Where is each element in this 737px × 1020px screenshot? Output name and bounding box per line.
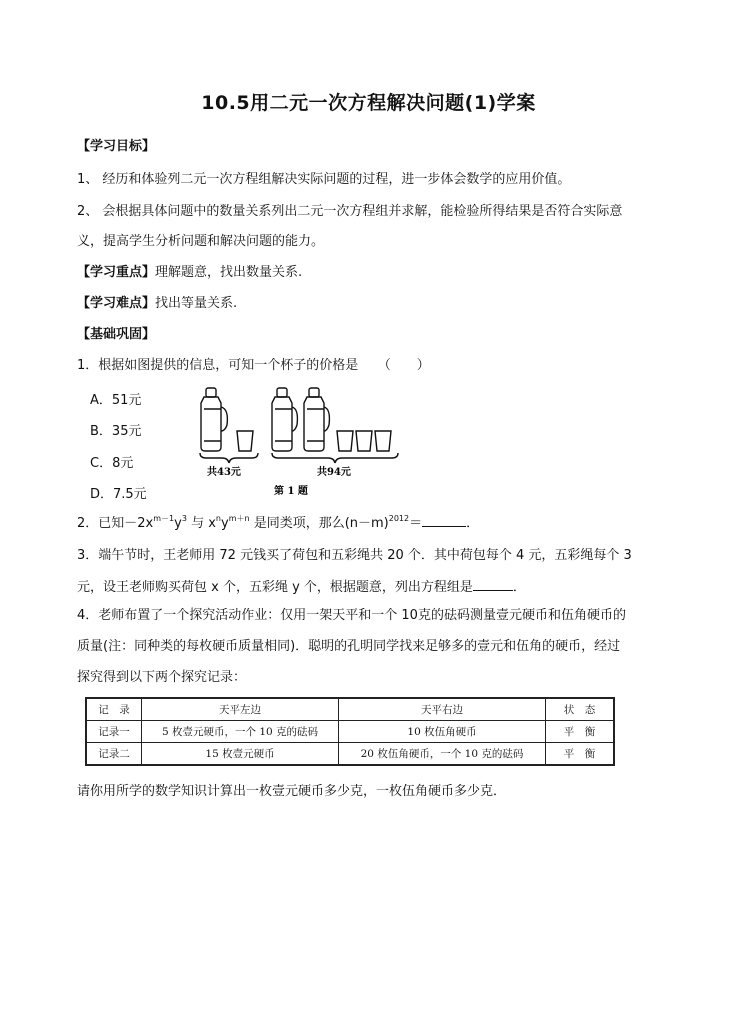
objectives-heading: 【学习目标】 <box>77 139 156 154</box>
table-cell: 5 枚壹元硬币，一个 10 克的砝码 <box>142 721 339 743</box>
table-cell: 10 枚伍角硬币 <box>339 721 546 743</box>
q1-figure <box>196 385 408 500</box>
question-1-text: 1．根据如图提供的信息，可知一个杯子的价格是 （ ） <box>77 358 430 373</box>
table-cell: 平 衡 <box>546 743 615 766</box>
cup-icon <box>337 431 353 451</box>
thermos-icon <box>304 388 329 451</box>
question-4-line-1: 4．老师布置了一个探究活动作业：仅用一架天平和一个 10克的砝码测量壹元硬币和伍角硬币的 <box>77 608 626 623</box>
q3-answer-blank[interactable] <box>473 576 513 591</box>
q2-exponent-2: 3 <box>181 514 187 523</box>
q2-var-y2: y <box>220 516 229 531</box>
q3-end: ． <box>512 580 526 595</box>
page-title: 10.5用二元一次方程解决问题(1)学案 <box>201 92 536 114</box>
basics-heading: 【基础巩固】 <box>77 327 156 342</box>
header-left-pan: 天平左边 <box>142 698 339 721</box>
thermos-icon <box>201 388 227 451</box>
q2-exponent-1: m－1 <box>153 514 175 523</box>
right-total-label: 共94元 <box>317 467 351 478</box>
difficulty-label: 【学习难点】 <box>77 296 156 311</box>
objective-item-2-line-2: 义，提高学生分析问题和解决问题的能力。 <box>77 234 325 249</box>
table-cell: 平 衡 <box>546 721 615 743</box>
question-4-line-2: 质量(注：同种类的每枚硬币质量相同)．聪明的孔明同学找来足够多的壹元和伍角的硬币，经过 <box>77 639 621 654</box>
q2-equals: ＝ <box>409 516 423 531</box>
q2-var-y: y <box>174 516 182 531</box>
q1-option-c: C．8元 <box>90 456 134 471</box>
objective-item-2-line-1: 2、 会根据具体问题中的数量关系列出二元一次方程组并求解，能检验所得结果是否符合实际意 <box>77 204 623 219</box>
q3-text: 元，设王老师购买荷包 x 个，五彩绳 y 个，根据题意，列出方程组是 <box>77 580 473 595</box>
q2-exponent-4: m＋n <box>228 514 250 523</box>
question-3-line-2 <box>77 576 526 598</box>
cup-icon <box>375 431 391 451</box>
question-3-line-1: 3．端午节时，王老师用 72 元钱买了荷包和五彩绳共 20 个．其中荷包每个 4 元，五彩绳每个 3 <box>77 548 632 563</box>
q1-option-d: D．7.5元 <box>90 487 147 502</box>
table-cell: 记录二 <box>86 743 142 766</box>
difficulty <box>77 294 237 314</box>
cup-icon <box>237 431 253 451</box>
q2-end: ． <box>466 516 480 531</box>
q2-exponent-5: 2012 <box>388 514 410 523</box>
right-brace <box>272 453 398 463</box>
q2-exponent-3: n <box>215 514 221 523</box>
header-record: 记 录 <box>86 698 142 721</box>
q1-option-a: A．51元 <box>90 393 142 408</box>
q1-option-b: B．35元 <box>90 424 142 439</box>
question-4-closing: 请你用所学的数学知识计算出一枚壹元硬币多少克，一枚伍角硬币多少克． <box>77 784 507 799</box>
table-row <box>86 743 614 766</box>
header-right-pan: 天平右边 <box>339 698 546 721</box>
question-4-line-3: 探究得到以下两个探究记录： <box>77 670 247 685</box>
key-point-label: 【学习重点】 <box>77 265 156 280</box>
key-point <box>77 263 302 283</box>
cup-icon <box>356 431 372 451</box>
record-table <box>85 697 615 766</box>
table-cell: 记录一 <box>86 721 142 743</box>
objective-item-1: 1、 经历和体验列二元一次方程组解决实际问题的过程，进一步体会数学的应用价值。 <box>77 172 571 187</box>
key-point-text: 理解题意，找出数量关系. <box>155 265 303 280</box>
table-row <box>86 721 614 743</box>
question-2 <box>77 512 479 534</box>
q2-answer-blank[interactable] <box>422 512 466 527</box>
q2-text-2: 与 x <box>186 516 216 531</box>
header-state: 状 态 <box>546 698 615 721</box>
table-cell: 15 枚壹元硬币 <box>142 743 339 766</box>
difficulty-text: 找出等量关系. <box>155 296 238 311</box>
q2-text-4: 是同类项，那么(n－m) <box>249 516 389 531</box>
left-total-label: 共43元 <box>207 467 241 478</box>
table-cell: 20 枚伍角硬币，一个 10 克的砝码 <box>339 743 546 766</box>
thermos-icon <box>272 388 297 451</box>
table-header-row <box>86 698 614 721</box>
q2-prefix: 2．已知－2x <box>77 516 154 531</box>
left-brace <box>200 453 258 463</box>
figure-caption: 第 1 题 <box>274 486 308 497</box>
